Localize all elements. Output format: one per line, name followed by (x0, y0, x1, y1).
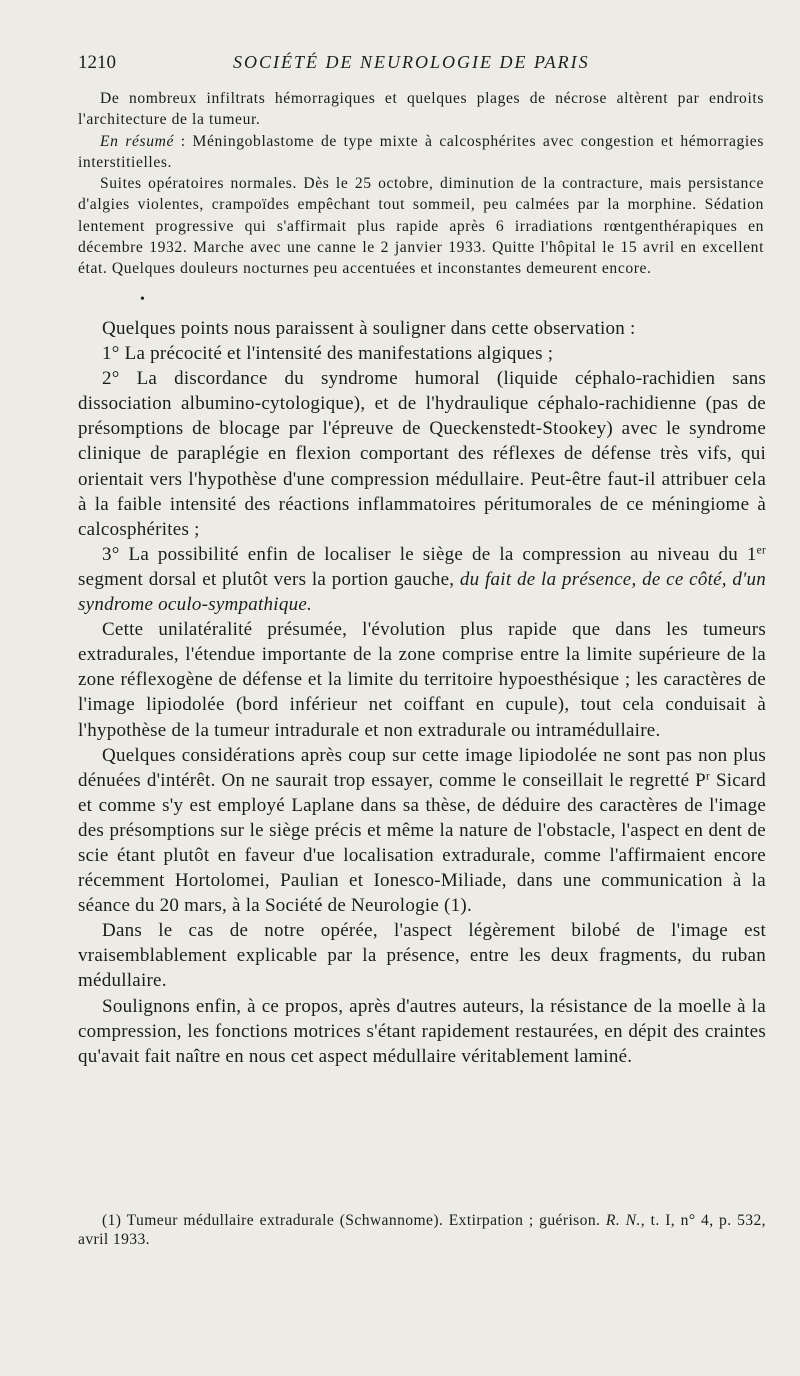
discussion-point-2: 2° La discordance du syndrome humoral (liquide céphalo-rachidien sans dissociation albumino-cytologique), et de l'hydraulique céphalo-rachidienne (pas de présomptions de blocage par l'épreuve de Queckenstedt-Stookey) avec le syndrome clinique de paraplégie en flexion comportant des réflexes de défense très vifs, qui orientait vers l'hypothèse d'une compression médullaire. Peut-être faut-il attribuer cela à la faible intensité des réactions inflammatoires péritumorales de ce méningiome à calcosphérites ; (78, 368, 766, 540)
case-paragraph-outcome: Suites opératoires normales. Dès le 25 octobre, diminution de la contracture, mais persistance d'algies violentes, crampoïdes empêchant tout sommeil, peu calmées par la morphine. Sédation lentement progressive qui s'affirmait plus rapide après 6 irradiations rœntgenthérapiques en décembre 1932. Marche avec une canne le 2 janvier 1933. Quitte l'hôpital le 15 avril en excellent état. Quelques douleurs nocturnes peu accentuées et inconstantes demeurent encore. (78, 175, 764, 278)
discussion-point-3 (78, 542, 766, 617)
case-paragraph-summary (78, 131, 764, 174)
discussion-soulignons: Soulignons enfin, à ce propos, après d'autres auteurs, la résistance de la moelle à la compression, les fonctions motrices s'étant rapidement restaurées, en dépit des craintes qu'avait fait naître en nous cet aspect médullaire véritablement laminé. (78, 995, 766, 1067)
case-report-block (78, 88, 764, 280)
point-3-italic: du fait de la présence, de ce côté, d'un syndrome oculo-sympathique. (78, 568, 766, 616)
point-3-text-cont: segment dorsal et plutôt vers la portion gauche, (78, 568, 460, 590)
considerations-superscript: r (706, 770, 711, 783)
considerations-text-cont: Sicard et comme s'y est employé Laplane dans sa thèse, de déduire des caractères de l'image des présomptions sur le siège précis et même la nature de l'obstacle, l'aspect en dent de scie étant plutôt en faveur d'ue localisation extradurale, comme l'affirmaient encore récemment Hortolomei, Paulian et Ionesco-Miliade, dans une communication à la séance du 20 mars, à la Société de Neurologie (1). (78, 769, 767, 917)
discussion-cas: Dans le cas de notre opérée, l'aspect légèrement bilobé de l'image est vraisemblablement explicable par la présence, entre les deux fragments, du ruban médullaire. (78, 920, 766, 992)
point-3-superscript: er (756, 544, 766, 557)
case-paragraph-histology: De nombreux infiltrats hémorragiques et quelques plages de nécrose altèrent par endroits l'architecture de la tumeur. (78, 90, 764, 129)
considerations-text: Quelques considérations après coup sur cette image lipiodolée ne sont pas non plus dénuées d'intérêt. On ne saurait trop essayer, comme le conseillait le regretté P (78, 744, 766, 791)
discussion-unilateralite: Cette unilatéralité présumée, l'évolution plus rapide que dans les tumeurs extradurales, l'étendue importante de la zone comprise entre la limite supérieure de la zone réflexogène de défense et la limite du territoire hypoesthésique ; les caractères de l'image lipiodolée (bord inférieur net coiffant en cupule), tout cela conduisait à l'hypothèse de la tumeur intradurale et non extradurale ou intramédullaire. (78, 619, 766, 741)
discussion-point-1: 1° La précocité et l'intensité des manifestations algiques ; (102, 343, 554, 365)
footnote-text: (1) Tumeur médullaire extradurale (Schwannome). Extirpation ; guérison. (102, 1212, 606, 1229)
footnote-journal: R. N. (605, 1212, 641, 1229)
page-number: 1210 (78, 52, 116, 73)
footnote (78, 1211, 766, 1249)
separator-dot: • (140, 292, 145, 307)
summary-text: : Méningoblastome de type mixte à calcosphérites avec congestion et hémorragies interstitielles. (78, 132, 764, 171)
discussion-considerations (78, 743, 766, 919)
point-3-text: 3° La possibilité enfin de localiser le siège de la compression au niveau du 1 (102, 543, 757, 565)
page-header (78, 52, 760, 80)
discussion-block (78, 316, 766, 1069)
footnote-1 (78, 1211, 766, 1249)
summary-label: En résumé (100, 132, 174, 150)
footnote-reference: , t. I, n° 4, p. 532, avril 1933. (78, 1212, 766, 1248)
discussion-intro: Quelques points nous paraissent à souligner dans cette observation : (102, 318, 636, 339)
running-title: SOCIÉTÉ DE NEUROLOGIE DE PARIS (233, 52, 590, 72)
